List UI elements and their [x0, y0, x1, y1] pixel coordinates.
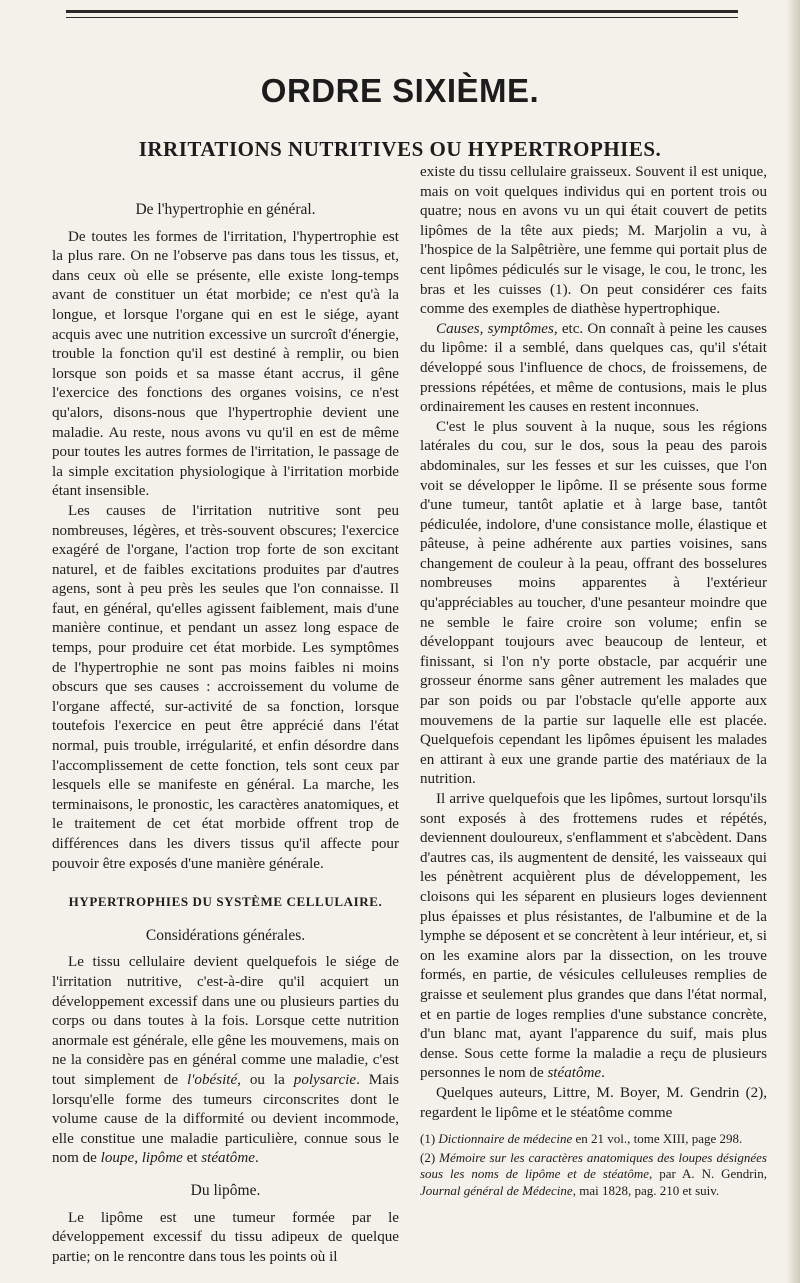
paragraph	[420, 790, 767, 1084]
label-causes-symptomes: Causes, symptômes	[436, 320, 554, 337]
paragraph: C'est le plus souvent à la nuque, sous les régions latérales du cou, sur le dos, sous la peau des parois abdominales, sur les fesses et sur les cuisses, que l'on voit se développer le lipôme. Il se présente sous forme d'une tumeur, tantôt aplatie et à large base, tantôt pédiculée, indolore, d'une consistance molle, élastique et pâteuse, à peine adhérente aux parties voisines, sans changement de couleur à la peau, offrant des bosselures nombreuses moins apparentes à l'extérieur qu'appréciables au toucher, d'une pesanteur moindre que ne semble le faire croire son volume; enfin se développant toujours avec beaucoup de lenteur, et finissant, si l'on n'y porte obstacle, par acquérir une grosseur énorme sans gêner autrement les malades que par son poids ou par l'obstacle qu'elle apporte aux mouvemens de la partie sur laquelle elle est placée. Quelquefois cependant les lipômes épuisent les malades en attirant à eux une grande partie des matériaux de la nutrition.	[420, 418, 767, 788]
paragraph	[52, 953, 399, 1169]
text-run: , etc. On connaît à peine les causes du lipôme: il a semblé, dans quelques cas, qu'il s'était développé sous l'influence de chocs, de froissemens, de pressions répétées, et même de contusions, mais le plus ordinairement les causes en restent inconnues.	[420, 320, 767, 416]
paragraph: De toutes les formes de l'irritation, l'hypertrophie est la plus rare. On ne l'observe pas dans tous les tissus, et, dans ceux où elle se présente, elle existe long-temps avant de constituer un état morbide; ce n'est qu'à la longue, et lorsque l'organe qui en est le siége, ayant acquis avec une nutrition excessive un surcroît d'énergie, trouble la fonction qu'il est destiné à remplir, ou bien lorsque son poids et sa masse étant accrus, il gêne l'exercice des fonctions des organes voisins, ce n'est qu'alors, disons-nous que l'hypertrophie devient une maladie. Au reste, nous avons vu qu'il en est de même pour toutes les autres formes de l'irritation, le passage de la simple excitation physiologique à l'irritation morbide étant insensible.	[52, 228, 399, 500]
top-rule-thin	[66, 17, 738, 18]
order-title: ORDRE SIXIÈME.	[260, 72, 540, 109]
text-run: en 21 vol., tome XIII, page 298.	[572, 1131, 743, 1147]
paragraph: Quelques auteurs, Littre, M. Boyer, M. Gendrin (2), regardent le lipôme et le stéatôme comme	[420, 1084, 767, 1121]
footnote-number: (1)	[420, 1131, 439, 1147]
term-steatome: stéatôme	[547, 1065, 602, 1082]
footnote-1	[420, 1131, 767, 1148]
page-edge-stain	[786, 0, 800, 1283]
text-run: .	[601, 1065, 605, 1082]
heading-systeme-cellulaire: HYPERTROPHIES DU SYSTÈME CELLULAIRE.	[68, 894, 383, 910]
paragraph: existe du tissu cellulaire graisseux. Souvent il est unique, mais on voit quelques individus qui en portent trois ou quatre; nous en avons vu un qui était couvert de petits lipômes de la tête aux pieds; M. Marjolin a vu, à l'hospice de la Salpêtrière, une femme qui portait plus de cent lipômes pédiculés sur le visage, le cou, le tronc, les bras et les cuisses (1). On peut considérer ces faits comme des exemples de diathèse hypertrophique.	[420, 164, 767, 318]
heading-considerations: Considérations générales.	[145, 926, 306, 944]
term-polysarcie: polysarcie	[293, 1071, 357, 1088]
text-run: .	[254, 1150, 259, 1167]
paragraph	[420, 320, 767, 418]
text-run: Le tissu cellulaire devient quelquefois le siége de l'irritation nutritive, c'est-à-dire qu'il acquiert un développement excessif dans une ou plusieurs parties du corps ou dans toutes à la fois. Lorsque cette nutrition anormale est générale, elle gêne les mouvemens, mais on ne la considère pas en général comme une maladie, c'est tout simplement de	[52, 954, 399, 1088]
heading-lipome: Du lipôme.	[190, 1181, 261, 1199]
text-run: et	[182, 1150, 202, 1167]
footnotes	[420, 1131, 767, 1199]
text-run: . Mais lorsqu'elle forme des tumeurs circonscrites dont le volume cause de la difformité ou devient incommode, elle constitue une maladie particulière, connue sous le nom de	[52, 1071, 399, 1167]
footnote-number: (2)	[420, 1149, 440, 1165]
top-rule-thick	[66, 10, 738, 13]
footnote-journal: Journal général de Médecine	[420, 1182, 573, 1198]
section-title: IRRITATIONS NUTRITIVES OU HYPERTROPHIES.	[138, 137, 662, 161]
term-steatome: stéatôme	[201, 1150, 255, 1167]
text-run: ,	[134, 1150, 142, 1167]
footnote-title: Mémoire sur les caractères anatomiques des loupes désignées sous les noms de lipôme et de stéatôme	[420, 1149, 767, 1182]
text-run: , ou la	[237, 1071, 294, 1088]
left-column	[52, 200, 399, 1267]
text-run: Il arrive quelquefois que les lipômes, surtout lorsqu'ils sont exposés à des frottemens rudes et répétés, deviennent douloureux, s'enflamment et s'abcèdent. Dans d'autres cas, ils augmentent de densité, les vaisseaux qui les pénètrent acquièrent plus de développement, les cloisons qui les séparent en plusieurs loges deviennent plus épaisses et plus résistantes, de l'albumine et de la lymphe se déposent et se concrètent à leur intérieur, et, si on les examine alors par la dissection, on les trouve formés, en partie, de vésicules celluleuses remplies de graisse et seulement plus grandes que dans l'état normal, et en partie de loges remplies d'une substance concrète, d'un blanc mat, ayant l'apparence du suif, mais plus dense. Sous cette forme la maladie a reçu de plusieurs personnes le nom de	[420, 791, 767, 1082]
term-lipome: lipôme	[141, 1150, 183, 1167]
term-loupe: loupe	[100, 1150, 135, 1167]
text-run: , mai 1828, pag. 210 et suiv.	[572, 1182, 720, 1198]
right-column	[420, 163, 767, 1201]
footnote-2	[420, 1150, 767, 1200]
heading-hypertrophie-general: De l'hypertrophie en général.	[135, 201, 316, 218]
term-obesite: l'obésité	[186, 1071, 238, 1088]
text-run: , par A. N. Gendrin,	[649, 1166, 767, 1182]
footnote-title: Dictionnaire de médecine	[438, 1131, 573, 1147]
paragraph: Le lipôme est une tumeur formée par le développement excessif du tissu adipeux de quelque partie; on le rencontre dans tous les points où il	[52, 1209, 399, 1265]
paragraph: Les causes de l'irritation nutritive sont peu nombreuses, légères, et très-souvent obscures; l'exercice exagéré de l'organe, l'action trop forte de son excitant naturel, et de faibles excitations produites par d'autres agens, sont à peu près les seules que l'on connaisse. Il faut, en général, qu'elles agissent faiblement, mais d'une manière continue, et pendant un assez long espace de temps, pour produire cet état morbide. Les symptômes de l'hypertrophie ne sont pas moins faibles ni moins obscurs que ses causes : accroissement du volume de l'organe affecté, sur-activité de sa fonction, lorsque toutefois l'exercice en peut être apprécié dans l'état normal, puis trouble, irrégularité, et enfin désordre dans l'accomplissement de cette fonction, tels sont ceux par lesquels elle se manifeste en général. La marche, les terminaisons, le pronostic, les caractères anatomiques, et le traitement de cet état morbide offrent trop de différences dans les divers tissus qu'il affecte pour pouvoir être exposés d'une manière générale.	[52, 502, 399, 872]
